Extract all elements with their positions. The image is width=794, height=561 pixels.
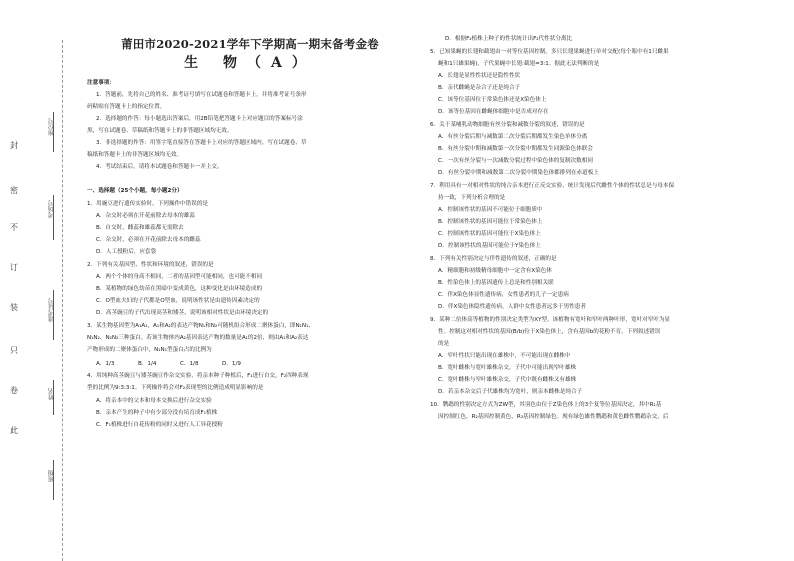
question-option: B．某植物的绿色幼苗在黑暗中变成黄色，这种变化是由环境造成的 [96, 286, 263, 292]
binding-word: 密 [10, 186, 18, 195]
question-option: A．将亲本中的父本和母本交换后进行杂交实验 [96, 398, 212, 404]
question-option: D．人工授粉后，应套袋 [96, 249, 157, 255]
question-option: A．1/3 [96, 361, 115, 367]
notice-line: 黑，写在试题卷、草稿纸和答题卡上的非答题区域均无效。 [87, 128, 233, 134]
question-option: C．该等位基因位于常染色体还是X染色体上 [438, 97, 547, 103]
notice-line: 码粘贴在答题卡上的指定位置。 [87, 104, 166, 110]
question-option: B．控制该性状的基因可能位于常染色体上 [438, 219, 543, 225]
question-stem: 9．某种二倍体高等植物的性别决定类型为XY型。该植物有宽叶和窄叶两种叶形，宽叶对窄叶为显 [430, 317, 671, 323]
name-label: 姓名 [48, 388, 55, 400]
question-option: B．亲本产生的种子中有少部分没有培育成F₁植株 [96, 410, 218, 416]
question-stem: 产物形成的二聚体蛋白中，N₁N₁型蛋白占的比例为 [87, 347, 212, 353]
ticket-number-line [53, 290, 54, 340]
question-stem: N₁N₂、N₂N₂三种蛋白。若该生物体内A₂基因表达产物的数量是A₁的2倍，则由A₁和A₂表达 [87, 335, 309, 341]
question-option: B．性染色体上的基因遗传上总是和性别相关联 [438, 280, 554, 286]
question-option: B．1/4 [138, 361, 157, 367]
notice-line: 稿纸和答题卡上的非答题区域均无效。 [87, 152, 183, 158]
question-option: B．有丝分裂中期和减数第一次分裂中期都发生同源染色体联会 [438, 146, 593, 152]
question-stem: 因控制红色，R₂基因控制黄色，R₃基因控制绿色。现有绿色雄性鹦鹉和黄色雌性鹦鹉杂交，后 [438, 414, 669, 420]
exam-room-label: 考场号 [48, 200, 55, 218]
question-option: C．F₁植株进行自花传粉的同时又进行人工异花授粉 [96, 422, 223, 428]
question-stem: 7．利用具有一对相对性状的纯合亲本进行正反交实验，统计发现后代雌性个体的性状总是与母本保 [430, 183, 675, 189]
binding-word: 此 [10, 426, 18, 435]
question-option: A．杂交时必须在开花前除去母本的雄蕊 [96, 213, 195, 219]
question-option: A．长翅是显性性状还是隐性性状 [438, 73, 521, 79]
name-line [53, 380, 54, 415]
exam-subject: 生 物（A） [184, 55, 316, 71]
exam-room-line [53, 195, 54, 240]
question-option: D．若亲本杂交后子代雄株均为宽叶，则亲本雌株是纯合子 [438, 389, 583, 395]
question-option: C．一次有丝分裂与一次减数分裂过程中染色体的复制次数相同 [438, 158, 593, 164]
binding-word: 订 [10, 263, 18, 272]
ticket-number-label: 准考证号 [48, 298, 55, 322]
question-option: C．宽叶雌株与窄叶雄株杂交，子代中既有雌株又有雄株 [438, 377, 577, 383]
question-option: B．自交时，雌蕊和雄蕊都无需除去 [96, 225, 184, 231]
question-option: A．窄叶性状只能出现在雄株中，不可能出现在雌株中 [438, 353, 571, 359]
binding-word: 只 [10, 346, 18, 355]
binding-word: 卷 [10, 386, 18, 395]
question-option: A．精细胞和初级精母细胞中一定含有X染色体 [438, 268, 552, 274]
question-stem: 蝇和1只雄果蝇)，子代果蝇中长翅:截翅=3:1。据此无法判断的是 [438, 61, 600, 67]
question-stem: 4．用纯种高茎豌豆与矮茎豌豆作杂交实验，将亲本种子种植后，F₁进行自交，F₂四种表现 [87, 373, 309, 379]
notice-line: 1．答题前，先将自己的姓名、准考证号填写在试题卷和答题卡上，并将准考证号条形 [96, 92, 307, 98]
question-stem: 6．关于某哺乳动物细胞有丝分裂和减数分裂的叙述，错误的是 [430, 122, 585, 128]
notice-line: 2．选择题的作答：每小题选出答案后，用2B铅笔把答题卡上对应题目的答案标号涂 [96, 116, 303, 122]
seat-number-label: 座位号 [48, 118, 55, 136]
question-stem: 2．下列有关基因型、性状和环境的叙述，错误的是 [87, 262, 214, 268]
question-option: C．1/8 [180, 361, 199, 367]
section-heading: 一、选择题（25个小题，每小题2分） [87, 188, 183, 194]
notice-heading: 注意事项： [87, 80, 115, 86]
question-option: C．O型血夫妇的子代都是O型血，说明该性状是由遗传因素决定的 [96, 298, 260, 304]
inline-options [96, 359, 264, 367]
binding-word: 不 [10, 223, 18, 232]
question-option: B．宽叶雌株与宽叶雄株杂交，子代中可能出现窄叶雄株 [438, 365, 577, 371]
question-option: D．控制该性状的基因可能位于Y染色体上 [438, 243, 541, 249]
question-option: A．有丝分裂后期与减数第二次分裂后期都发生染色单体分离 [438, 134, 588, 140]
question-stem: 5．已知果蝇的长翅和截翅由一对等位基因控制。多只长翅果蝇进行单对交配(每个瓶中有1只雌果 [430, 49, 669, 55]
seat-number-line [53, 112, 54, 152]
notice-line: 4．考试结束后，请将本试题卷和答题卡一并上交。 [96, 164, 223, 170]
class-line [53, 460, 54, 500]
question-stem: 型的比例为9:3:3:1。下列操作将会对F₂表现型的比例造成明显影响的是 [87, 385, 264, 391]
class-label: 班级 [48, 470, 55, 482]
question-stem: 性。控制这对相对性状的基因(B/b)位于X染色体上，含有基因b的花粉不育。下列叙述错误 [438, 329, 661, 335]
notice-line: 3．非选择题的作答：用签字笔直接答在答题卡上对应的答题区域内。写在试题卷、草 [96, 140, 307, 146]
question-option: C．杂交时，必须在开花前除去母本的雌蕊 [96, 237, 201, 243]
question-stem: 10．鹦鹉的性别决定方式为ZW型，其羽色由位于Z染色体上的3个复等位基因决定，其中R₁基 [430, 402, 662, 408]
binding-word: 装 [10, 303, 18, 312]
question-option: A．两个个体的身高不相同，二者的基因型可能相同，也可能不相同 [96, 274, 263, 280]
binding-word: 封 [10, 141, 18, 150]
question-option: A．控制该性状的基因不可能位于细胞质中 [438, 207, 543, 213]
question-option: C．控制该性状的基因可能位于X染色体上 [438, 231, 541, 237]
question-stem: 1．用豌豆进行遗传实验时，下列操作中错误的是 [87, 201, 209, 207]
question-option: D．根据F₂植株上种子的性状统计出F₂代性状分离比 [445, 36, 573, 42]
question-option: D．有丝分裂中期和减数第二次分裂中期染色体都排列在赤道板上 [438, 170, 599, 176]
exam-title: 莆田市2020-2021学年下学期高一期末备考金卷 [121, 37, 379, 51]
question-option: D．1/9 [222, 361, 241, 367]
question-stem: 的是 [438, 341, 450, 347]
question-option: D．该等位基因在雌蝇体细胞中是否成对存在 [438, 109, 549, 115]
binding-dash-line [62, 40, 63, 561]
question-option: C．伴X染色体显性遗传病，女性患者的儿子一定患病 [438, 292, 569, 298]
question-stem: 8．下列有关性别决定与伴性遗传的叙述，正确的是 [430, 256, 557, 262]
question-stem: 持一致，下列分析合理的是 [438, 195, 506, 201]
question-option: D．伴X染色体隐性遗传病，人群中女性患者远多于男性患者 [438, 304, 586, 310]
question-option: B．亲代雌蝇是杂合子还是纯合子 [438, 85, 521, 91]
question-stem: 3．某生物基因型为A₁A₂，A₁和A₂的表达产物N₁和N₂可随机组合形成二聚体蛋白，即N₁N₁、 [87, 323, 314, 329]
question-option: D．高茎豌豆的子代出现高茎和矮茎，说明该相对性状是由环境决定的 [96, 310, 269, 316]
